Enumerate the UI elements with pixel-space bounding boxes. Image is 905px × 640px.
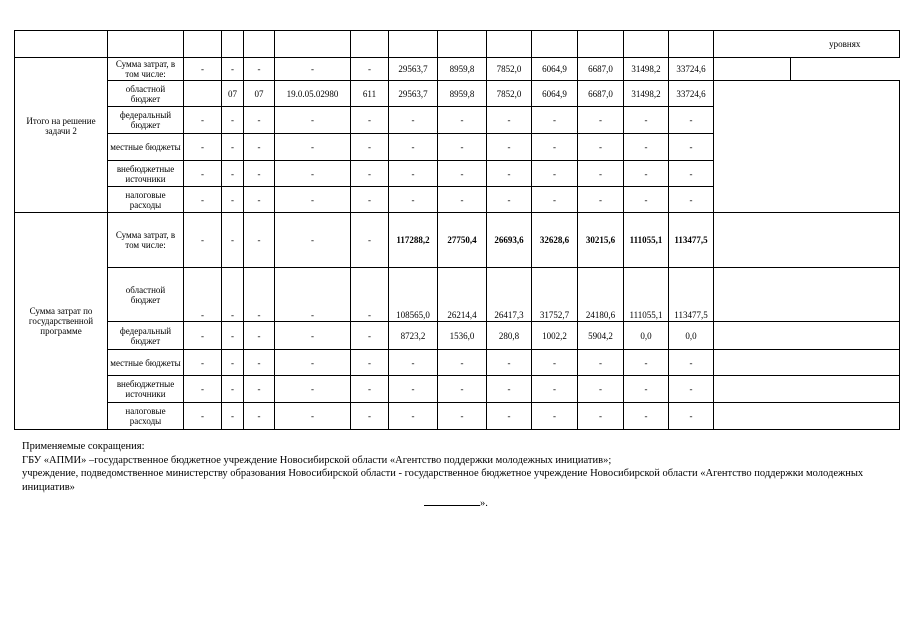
- table-cell: [487, 31, 532, 58]
- table-cell: 27750,4: [438, 213, 487, 268]
- table-cell: 07: [222, 81, 244, 107]
- table-cell: [714, 213, 900, 268]
- table-cell: -: [487, 403, 532, 430]
- table-row: [15, 58, 900, 81]
- table-cell: -: [669, 161, 714, 187]
- table-cell: -: [624, 107, 669, 134]
- table-cell: [275, 31, 351, 58]
- table-cell: -: [487, 161, 532, 187]
- table-cell: 7852,0: [487, 58, 532, 81]
- table-cell: -: [578, 403, 624, 430]
- table-cell: -: [222, 134, 244, 161]
- table-cell: -: [222, 187, 244, 213]
- table-cell: -: [532, 161, 578, 187]
- table-cell: 32628,6: [532, 213, 578, 268]
- table-cell: 8959,8: [438, 58, 487, 81]
- row-name: Сумма затрат, в том числе:: [108, 213, 184, 268]
- table-cell: -: [487, 134, 532, 161]
- table-cell: 31498,2: [624, 58, 669, 81]
- table-cell: 1002,2: [532, 322, 578, 350]
- table-cell: 117288,2: [389, 213, 438, 268]
- table-cell: -: [222, 322, 244, 350]
- table-cell: 29563,7: [389, 81, 438, 107]
- table-cell: [389, 31, 438, 58]
- table-cell: -: [351, 350, 389, 376]
- table-cell: -: [244, 161, 275, 187]
- table-cell: -: [184, 350, 222, 376]
- table-cell: -: [438, 350, 487, 376]
- table-cell: -: [487, 187, 532, 213]
- table-cell: -: [389, 187, 438, 213]
- table-cell: [184, 81, 222, 107]
- table-cell: -: [244, 350, 275, 376]
- table-cell: -: [222, 161, 244, 187]
- table-cell: [714, 187, 900, 213]
- table-cell: -: [669, 107, 714, 134]
- table-row: [15, 213, 900, 268]
- table-cell: -: [222, 58, 244, 81]
- table-row: [15, 187, 900, 213]
- table-cell: -: [275, 187, 351, 213]
- table-cell: 26693,6: [487, 213, 532, 268]
- table-cell: -: [351, 268, 389, 322]
- table-cell: 0,0: [624, 322, 669, 350]
- table-cell: -: [244, 268, 275, 322]
- row-name: внебюджетные источники: [108, 376, 184, 403]
- table-row: [15, 322, 900, 350]
- table-cell: [184, 31, 222, 58]
- table-cell: [714, 107, 900, 134]
- table-cell: -: [275, 161, 351, 187]
- table-cell: [15, 31, 108, 58]
- row-name: внебюджетные источники: [108, 161, 184, 187]
- table-cell: 6064,9: [532, 81, 578, 107]
- table-cell: -: [222, 213, 244, 268]
- table-cell: 31498,2: [624, 81, 669, 107]
- table-cell: -: [275, 213, 351, 268]
- table-cell: -: [669, 376, 714, 403]
- table-cell: -: [389, 403, 438, 430]
- table-cell: 1536,0: [438, 322, 487, 350]
- table-cell: -: [275, 268, 351, 322]
- table-cell: [714, 322, 900, 350]
- table-cell: [714, 134, 900, 161]
- table-row: [15, 107, 900, 134]
- table-cell: 111055,1: [624, 213, 669, 268]
- table-cell: -: [351, 213, 389, 268]
- table-cell: -: [532, 350, 578, 376]
- table-cell: -: [351, 187, 389, 213]
- notes-line-2: учреждение, подведомственное министерству образования Новосибирской области - государственное бюджетное учреждение Новосибирской области «Агентство поддержки молодежных инициатив»: [22, 468, 864, 493]
- table-cell: -: [275, 376, 351, 403]
- table-cell: -: [184, 107, 222, 134]
- table-cell: -: [438, 134, 487, 161]
- table-cell: [714, 161, 900, 187]
- table-cell: -: [275, 107, 351, 134]
- group-label: Итого на решение задачи 2: [15, 58, 108, 213]
- table-cell: -: [244, 213, 275, 268]
- table-row: [15, 268, 900, 322]
- table-cell: 113477,5: [669, 268, 714, 322]
- table-cell: -: [244, 58, 275, 81]
- table-cell: 33724,6: [669, 81, 714, 107]
- table-row: [15, 81, 900, 107]
- table-cell: -: [624, 161, 669, 187]
- table-cell: [244, 31, 275, 58]
- abbreviations-notes: [22, 440, 892, 494]
- table-cell: -: [184, 376, 222, 403]
- table-cell: -: [438, 161, 487, 187]
- table-cell: -: [532, 187, 578, 213]
- table-cell: -: [578, 161, 624, 187]
- table-cell: 26214,4: [438, 268, 487, 322]
- table-cell: -: [389, 376, 438, 403]
- table-cell: -: [244, 403, 275, 430]
- row-name: налоговые расходы: [108, 403, 184, 430]
- row-name: местные бюджеты: [108, 134, 184, 161]
- table-cell: -: [275, 350, 351, 376]
- table-cell: [532, 31, 578, 58]
- table-cell: -: [624, 134, 669, 161]
- table-cell: -: [578, 107, 624, 134]
- table-cell: 6687,0: [578, 81, 624, 107]
- table-cell: -: [244, 107, 275, 134]
- table-cell: 6064,9: [532, 58, 578, 81]
- row-name: местные бюджеты: [108, 350, 184, 376]
- table-cell: -: [184, 403, 222, 430]
- table-cell: -: [624, 187, 669, 213]
- table-cell: -: [184, 58, 222, 81]
- table-cell-levels: уровнях: [791, 31, 900, 58]
- table-cell: 19.0.05.02980: [275, 81, 351, 107]
- table-cell: 33724,6: [669, 58, 714, 81]
- table-cell: -: [487, 107, 532, 134]
- table-cell: -: [275, 322, 351, 350]
- table-cell: -: [438, 107, 487, 134]
- table-cell: -: [389, 350, 438, 376]
- table-cell: [791, 58, 863, 81]
- table-cell: [714, 376, 900, 403]
- table-cell: -: [222, 107, 244, 134]
- table-cell: -: [438, 187, 487, 213]
- table-cell: -: [222, 403, 244, 430]
- table-cell: 07: [244, 81, 275, 107]
- signature-blank: [424, 497, 480, 506]
- row-name: областной бюджет: [108, 81, 184, 107]
- table-cell: 26417,3: [487, 268, 532, 322]
- table-cell: -: [438, 403, 487, 430]
- table-cell: -: [275, 134, 351, 161]
- table-row: [15, 134, 900, 161]
- table-cell: 24180,6: [578, 268, 624, 322]
- notes-line-1: ГБУ «АПМИ» –государственное бюджетное учреждение Новосибирской области «Агентство поддержки молодежных инициатив»;: [22, 454, 612, 466]
- table-cell: [624, 31, 669, 58]
- table-cell: -: [438, 376, 487, 403]
- table-cell: -: [578, 134, 624, 161]
- table-cell: -: [578, 187, 624, 213]
- row-name: Сумма затрат, в том числе:: [108, 58, 184, 81]
- table-cell: -: [487, 376, 532, 403]
- table-cell: -: [532, 403, 578, 430]
- table-cell: -: [184, 134, 222, 161]
- table-cell: [222, 31, 244, 58]
- table-cell: -: [244, 187, 275, 213]
- table-cell: [669, 31, 714, 58]
- table-cell: -: [351, 107, 389, 134]
- signature-suffix: ».: [480, 498, 488, 509]
- table-cell: -: [351, 58, 389, 81]
- table-cell: 6687,0: [578, 58, 624, 81]
- table-cell: 0,0: [669, 322, 714, 350]
- table-cell: -: [624, 350, 669, 376]
- table-cell: -: [389, 161, 438, 187]
- table-cell: -: [184, 268, 222, 322]
- table-cell: -: [669, 187, 714, 213]
- table-cell: -: [184, 213, 222, 268]
- table-cell: 7852,0: [487, 81, 532, 107]
- table-cell: -: [222, 350, 244, 376]
- table-row: [15, 403, 900, 430]
- signature-line: [424, 497, 488, 509]
- table-cell: 280,8: [487, 322, 532, 350]
- table-cell: [438, 31, 487, 58]
- table-cell: -: [669, 350, 714, 376]
- table-cell: -: [222, 268, 244, 322]
- table-cell: -: [532, 107, 578, 134]
- table-cell: -: [624, 403, 669, 430]
- table-cell: [714, 58, 791, 81]
- table-cell: [714, 31, 791, 58]
- budget-table: [14, 30, 900, 430]
- table-cell: 29563,7: [389, 58, 438, 81]
- group-label: Сумма затрат по государственной программе: [15, 213, 108, 430]
- row-name: федеральный бюджет: [108, 322, 184, 350]
- table-cell: -: [275, 58, 351, 81]
- table-cell: [108, 31, 184, 58]
- table-row: [15, 376, 900, 403]
- table-cell: -: [532, 376, 578, 403]
- table-cell: 113477,5: [669, 213, 714, 268]
- table-cell: -: [184, 161, 222, 187]
- row-name: областной бюджет: [108, 268, 184, 322]
- table-cell: -: [351, 376, 389, 403]
- table-cell: 8959,8: [438, 81, 487, 107]
- table-cell: 108565,0: [389, 268, 438, 322]
- table-cell: -: [578, 376, 624, 403]
- table-cell: -: [624, 376, 669, 403]
- table-cell: -: [389, 134, 438, 161]
- table-cell: [578, 31, 624, 58]
- table-cell: -: [244, 322, 275, 350]
- table-cell: -: [184, 187, 222, 213]
- table-cell: -: [487, 350, 532, 376]
- table-cell: [714, 81, 900, 107]
- table-cell: -: [351, 134, 389, 161]
- table-cell: -: [184, 322, 222, 350]
- row-name: федеральный бюджет: [108, 107, 184, 134]
- table-cell: 611: [351, 81, 389, 107]
- table-row: [15, 350, 900, 376]
- notes-heading: Применяемые сокращения:: [22, 441, 145, 452]
- table-cell: 8723,2: [389, 322, 438, 350]
- table-cell: [863, 58, 900, 81]
- table-cell: -: [578, 350, 624, 376]
- row-name: налоговые расходы: [108, 187, 184, 213]
- table-cell: 111055,1: [624, 268, 669, 322]
- table-cell: [714, 403, 900, 430]
- table-cell: -: [222, 376, 244, 403]
- table-cell: -: [244, 376, 275, 403]
- table-cell: 5904,2: [578, 322, 624, 350]
- table-cell: -: [532, 134, 578, 161]
- table-cell: -: [275, 403, 351, 430]
- table-cell: -: [351, 161, 389, 187]
- table-cell: -: [244, 134, 275, 161]
- table-row: [15, 31, 900, 58]
- table-cell: -: [351, 322, 389, 350]
- table-cell: 31752,7: [532, 268, 578, 322]
- table-cell: -: [669, 134, 714, 161]
- table-cell: 30215,6: [578, 213, 624, 268]
- table-cell: -: [351, 403, 389, 430]
- table-cell: [714, 268, 900, 322]
- table-cell: -: [669, 403, 714, 430]
- table-row: [15, 161, 900, 187]
- table-cell: -: [389, 107, 438, 134]
- table-cell: [351, 31, 389, 58]
- table-cell: [714, 350, 900, 376]
